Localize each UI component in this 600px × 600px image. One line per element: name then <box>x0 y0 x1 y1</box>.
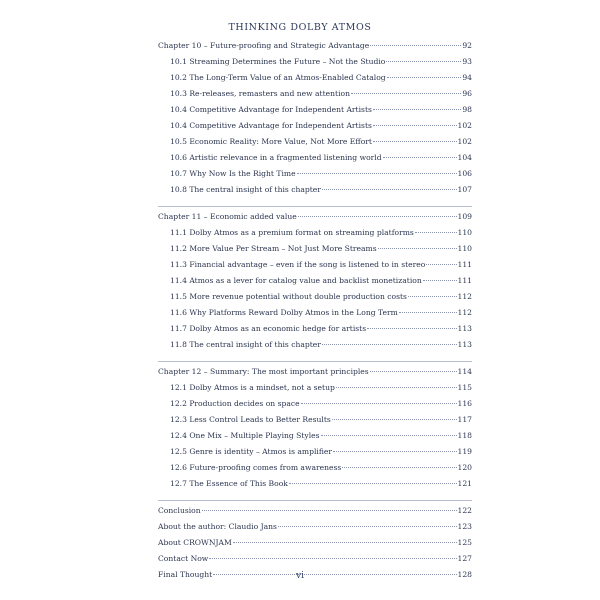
toc-section-entry[interactable] <box>158 228 472 244</box>
toc-entry-page: 127 <box>457 554 472 563</box>
dot-leader <box>426 264 456 265</box>
toc-entry-page: 96 <box>462 89 472 98</box>
toc-chapter-entry[interactable] <box>158 41 472 57</box>
dot-leader <box>370 45 461 46</box>
toc-entry-title: 11.8 The central insight of this chapter <box>170 340 321 349</box>
dot-leader <box>333 451 456 452</box>
dot-leader <box>386 61 461 62</box>
toc-entry-page: 102 <box>457 137 472 146</box>
dot-leader <box>373 109 461 110</box>
toc-entry-title: 12.4 One Mix – Multiple Playing Styles <box>170 431 320 440</box>
toc-chapter-section <box>158 41 472 201</box>
toc-entry-page: 106 <box>457 169 472 178</box>
toc-entry-title: Chapter 10 – Future-proofing and Strategic Advantage <box>158 41 370 50</box>
dot-leader <box>202 510 457 511</box>
toc-section-entry[interactable] <box>158 383 472 399</box>
dot-leader <box>415 232 457 233</box>
toc-entry-title: 10.3 Re-releases, remasters and new attention <box>170 89 350 98</box>
toc-entry-page: 123 <box>457 522 472 531</box>
toc-section-entry[interactable] <box>158 292 472 308</box>
toc-chapter-entry[interactable] <box>158 367 472 383</box>
toc-entry-page: 113 <box>457 340 472 349</box>
toc-entry-title: 12.6 Future-proofing comes from awareness <box>170 463 342 472</box>
toc-entry-title: Final Thought <box>158 570 213 579</box>
toc-entry-title: 10.6 Artistic relevance in a fragmented listening world <box>170 153 382 162</box>
toc-entry-page: 118 <box>457 431 472 440</box>
section-divider <box>158 206 472 207</box>
dot-leader <box>321 435 457 436</box>
toc-section-entry[interactable] <box>158 479 472 495</box>
dot-leader <box>387 77 462 78</box>
toc-entry-page: 120 <box>457 463 472 472</box>
toc-section-entry[interactable] <box>158 153 472 169</box>
toc-entry-title: About CROWNJAM <box>158 538 232 547</box>
toc-entry-title: 12.3 Less Control Leads to Better Results <box>170 415 331 424</box>
toc-section-entry[interactable] <box>158 169 472 185</box>
dot-leader <box>378 248 457 249</box>
toc-entry-page: 93 <box>462 57 472 66</box>
toc-entry-page: 125 <box>457 538 472 547</box>
table-of-contents <box>158 41 472 586</box>
toc-entry-page: 112 <box>457 292 472 301</box>
toc-entry-page: 112 <box>457 308 472 317</box>
dot-leader <box>336 387 457 388</box>
toc-chapter-entry[interactable] <box>158 212 472 228</box>
toc-entry-title: 11.5 More revenue potential without double production costs <box>170 292 407 301</box>
toc-section-entry[interactable] <box>158 185 472 201</box>
toc-entry-title: Chapter 12 – Summary: The most important principles <box>158 367 369 376</box>
toc-entry-title: 11.2 More Value Per Stream – Not Just More Streams <box>170 244 377 253</box>
dot-leader <box>278 526 457 527</box>
toc-entry-page: 107 <box>457 185 472 194</box>
toc-entry-title: 10.8 The central insight of this chapter <box>170 185 321 194</box>
toc-section-entry[interactable] <box>158 340 472 356</box>
running-header: THINKING DOLBY ATMOS <box>228 22 372 33</box>
dot-leader <box>373 141 457 142</box>
toc-entry-page: 115 <box>457 383 472 392</box>
section-divider <box>158 500 472 501</box>
dot-leader <box>289 483 457 484</box>
toc-entry-page: 113 <box>457 324 472 333</box>
dot-leader <box>351 93 461 94</box>
toc-entry-page: 119 <box>457 447 472 456</box>
dot-leader <box>383 157 457 158</box>
toc-backmatter-entry[interactable] <box>158 522 472 538</box>
toc-entry-page: 117 <box>457 415 472 424</box>
toc-section-entry[interactable] <box>158 431 472 447</box>
dot-leader <box>399 312 457 313</box>
toc-chapter-section <box>158 367 472 495</box>
toc-section-entry[interactable] <box>158 244 472 260</box>
dot-leader <box>322 344 457 345</box>
toc-entry-title: 10.1 Streaming Determines the Future – Not the Studio <box>170 57 386 66</box>
toc-entry-page: 121 <box>457 479 472 488</box>
toc-entry-title: 11.1 Dolby Atmos as a premium format on streaming platforms <box>170 228 414 237</box>
toc-section-entry[interactable] <box>158 137 472 153</box>
dot-leader <box>342 467 456 468</box>
dot-leader <box>298 216 457 217</box>
toc-entry-page: 92 <box>462 41 472 50</box>
toc-entry-page: 98 <box>462 105 472 114</box>
toc-chapter-section <box>158 212 472 356</box>
toc-section-entry[interactable] <box>158 324 472 340</box>
toc-section-entry[interactable] <box>158 415 472 431</box>
toc-entry-title: 12.1 Dolby Atmos is a mindset, not a setup <box>170 383 335 392</box>
page-number: vi <box>296 571 304 581</box>
dot-leader <box>322 189 457 190</box>
toc-entry-page: 128 <box>457 570 472 579</box>
dot-leader <box>301 403 457 404</box>
toc-backmatter-entry[interactable] <box>158 506 472 522</box>
toc-entry-page: 114 <box>457 367 472 376</box>
toc-entry-title: 10.7 Why Now Is the Right Time <box>170 169 296 178</box>
dot-leader <box>423 280 457 281</box>
toc-entry-page: 111 <box>457 276 472 285</box>
toc-section-entry[interactable] <box>158 463 472 479</box>
toc-entry-page: 104 <box>457 153 472 162</box>
toc-section-entry[interactable] <box>158 308 472 324</box>
dot-leader <box>332 419 457 420</box>
dot-leader <box>373 125 457 126</box>
dot-leader <box>297 173 457 174</box>
toc-section-entry[interactable] <box>158 73 472 89</box>
toc-entry-title: 11.6 Why Platforms Reward Dolby Atmos in the Long Term <box>170 308 398 317</box>
toc-entry-page: 109 <box>457 212 472 221</box>
toc-backmatter-entry[interactable] <box>158 554 472 570</box>
toc-entry-title: About the author: Claudio Jans <box>158 522 277 531</box>
toc-entry-title: 12.7 The Essence of This Book <box>170 479 288 488</box>
toc-entry-title: 12.2 Production decides on space <box>170 399 300 408</box>
toc-entry-page: 102 <box>457 121 472 130</box>
toc-entry-title: Chapter 11 – Economic added value <box>158 212 297 221</box>
toc-entry-title: 11.3 Financial advantage – even if the song is listened to in stereo <box>170 260 426 269</box>
dot-leader <box>367 328 456 329</box>
toc-section-entry[interactable] <box>158 105 472 121</box>
toc-section-entry[interactable] <box>158 121 472 137</box>
dot-leader <box>233 542 457 543</box>
toc-entry-page: 94 <box>462 73 472 82</box>
dot-leader <box>408 296 457 297</box>
toc-entry-title: 10.2 The Long-Term Value of an Atmos-Enabled Catalog <box>170 73 386 82</box>
toc-entry-page: 110 <box>457 228 472 237</box>
toc-section-entry[interactable] <box>158 276 472 292</box>
toc-section-entry[interactable] <box>158 89 472 105</box>
toc-section-entry[interactable] <box>158 57 472 73</box>
toc-backmatter-entry[interactable] <box>158 538 472 554</box>
toc-entry-title: Contact Now <box>158 554 209 563</box>
toc-entry-page: 122 <box>457 506 472 515</box>
toc-entry-title: 11.4 Atmos as a lever for catalog value and backlist monetization <box>170 276 422 285</box>
toc-entry-title: 10.4 Competitive Advantage for Independent Artists <box>170 105 372 114</box>
toc-entry-page: 116 <box>457 399 472 408</box>
toc-section-entry[interactable] <box>158 260 472 276</box>
toc-entry-title: 11.7 Dolby Atmos as an economic hedge for artists <box>170 324 367 333</box>
dot-leader <box>370 371 457 372</box>
dot-leader <box>209 558 456 559</box>
toc-entry-title: 12.5 Genre is identity – Atmos is amplifier <box>170 447 333 456</box>
toc-entry-page: 111 <box>457 260 472 269</box>
toc-entry-title: 10.4 Competitive Advantage for Independent Artists <box>170 121 372 130</box>
toc-section-entry[interactable] <box>158 399 472 415</box>
toc-entry-page: 110 <box>457 244 472 253</box>
toc-entry-title: Conclusion <box>158 506 201 515</box>
section-divider <box>158 361 472 362</box>
toc-section-entry[interactable] <box>158 447 472 463</box>
toc-entry-title: 10.5 Economic Reality: More Value, Not More Effort <box>170 137 372 146</box>
